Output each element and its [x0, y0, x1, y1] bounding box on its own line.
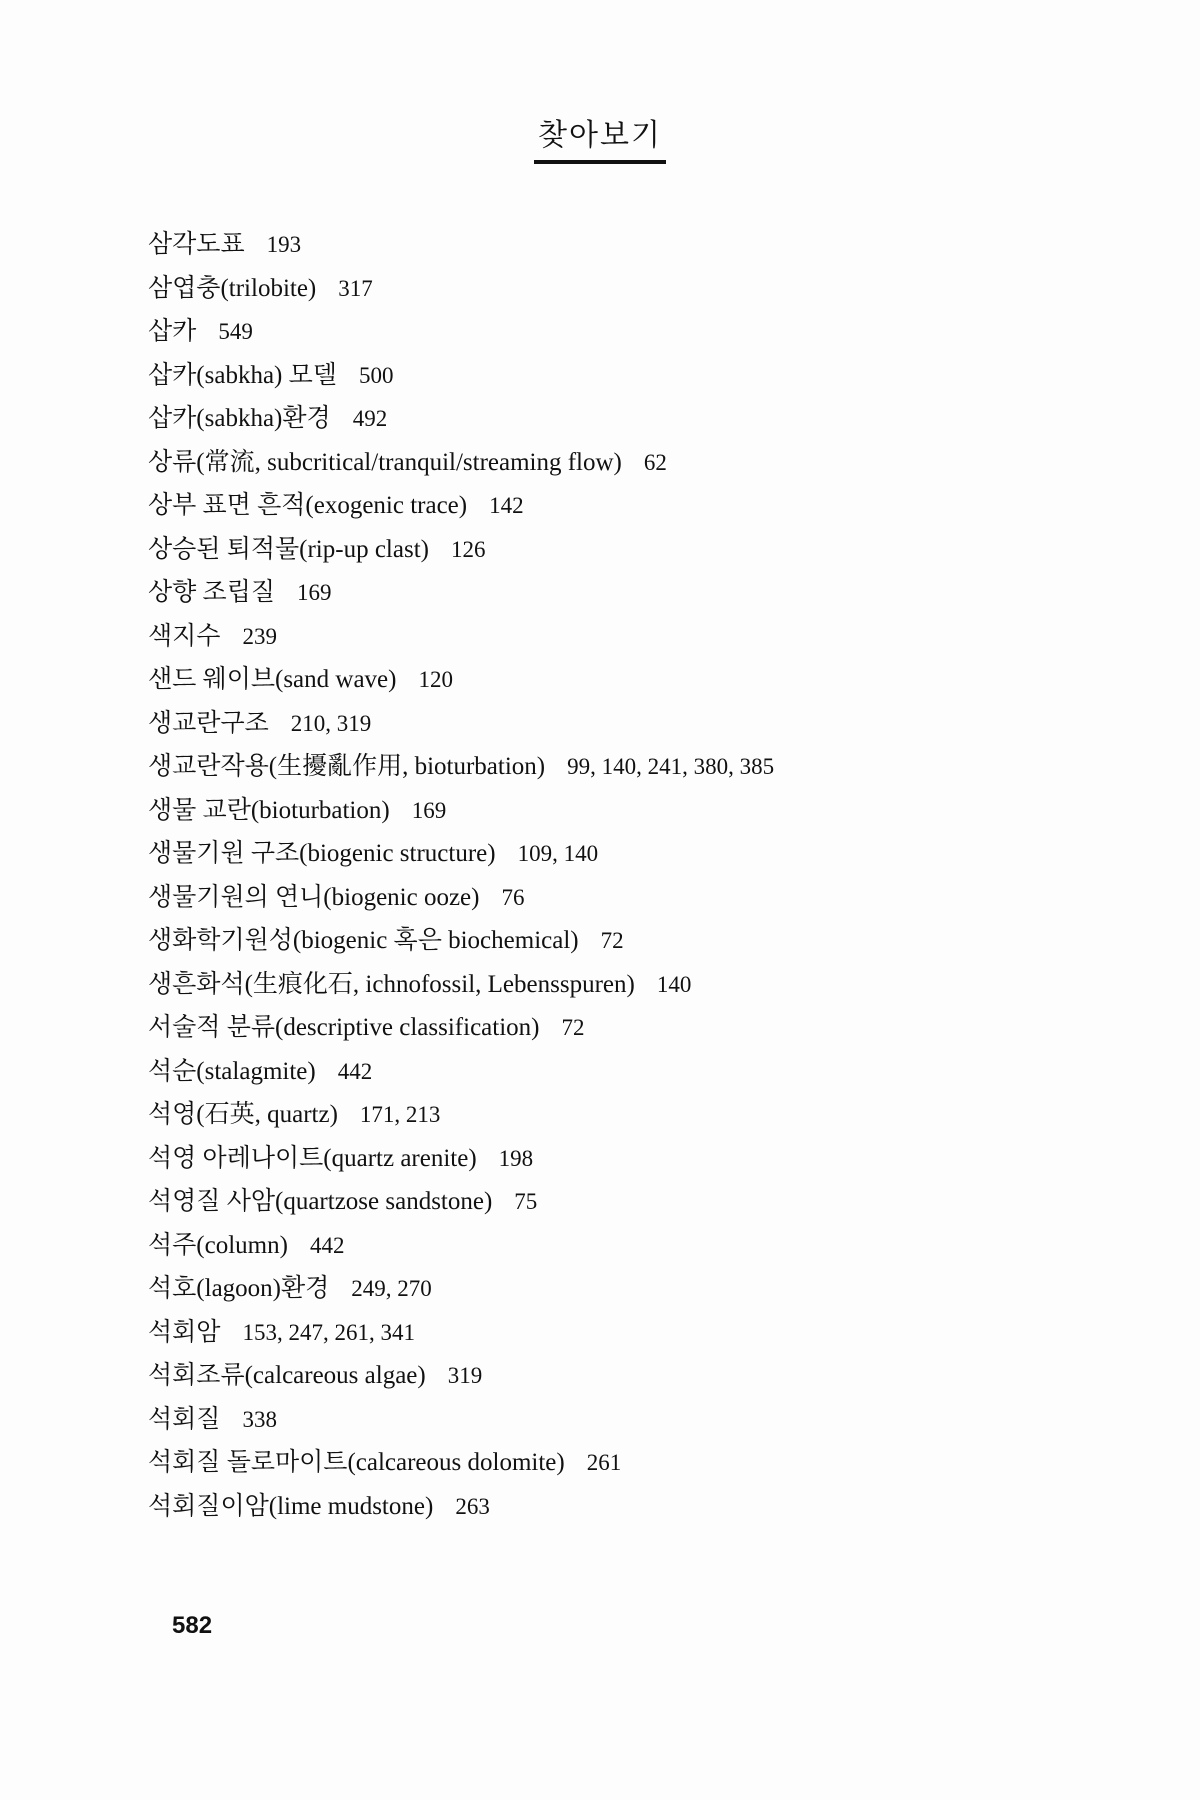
entry-term: 삽카(sabkha) 모델	[148, 361, 337, 389]
index-entry	[148, 353, 1148, 397]
index-entry	[148, 1353, 1148, 1397]
index-entry	[148, 1179, 1148, 1223]
entry-pages: 171, 213	[359, 1102, 441, 1127]
index-entry	[148, 1266, 1148, 1310]
entry-pages: 140	[656, 971, 692, 997]
entry-term: 삼엽충(trilobite)	[148, 274, 317, 302]
entry-term: 생흔화석(生痕化石, ichnofossil, Lebensspuren)	[148, 970, 635, 998]
entry-term: 삽카	[148, 318, 197, 345]
entry-term: 삼각도표	[148, 231, 245, 258]
entry-pages: 492	[352, 406, 388, 431]
entry-term: 석회질이암(lime mudstone)	[148, 1492, 434, 1520]
entry-pages: 169	[411, 797, 447, 823]
entry-pages: 99, 140, 241, 380, 385	[567, 754, 775, 779]
index-entry	[148, 309, 1148, 353]
entry-pages: 62	[643, 449, 667, 475]
entry-pages: 239	[242, 623, 277, 649]
entry-term: 상류(常流, subcritical/tranquil/streaming flow)	[148, 448, 622, 476]
entry-term: 생교란구조	[148, 709, 269, 737]
index-entry	[148, 1136, 1148, 1180]
entry-term: 생화학기원성(biogenic 혹은 biochemical)	[148, 927, 579, 954]
index-entry	[148, 527, 1148, 571]
entry-term: 석회질	[148, 1405, 221, 1433]
entry-pages: 72	[600, 928, 624, 953]
entry-pages: 76	[501, 884, 525, 910]
index-entry	[148, 1440, 1148, 1484]
index-entry	[148, 875, 1148, 919]
entry-pages: 198	[498, 1145, 534, 1171]
entry-term: 삽카(sabkha)환경	[148, 405, 331, 432]
index-title: 찾아보기	[534, 118, 666, 164]
entry-pages: 72	[561, 1015, 585, 1040]
entry-pages: 75	[514, 1189, 538, 1214]
index-entry	[148, 396, 1148, 440]
entry-pages: 109, 140	[517, 841, 599, 866]
entry-pages: 338	[242, 1406, 277, 1432]
index-entry	[148, 788, 1148, 832]
index-entry	[148, 1005, 1148, 1049]
entry-term: 석영(石英, quartz)	[148, 1101, 338, 1128]
entry-term: 석회조류(calcareous algae)	[148, 1362, 426, 1389]
entry-pages: 263	[455, 1493, 490, 1519]
index-entry	[148, 570, 1148, 614]
page-number: 582	[172, 1612, 213, 1639]
index-entry	[148, 962, 1148, 1006]
index-entry	[148, 831, 1148, 875]
entry-term: 생물 교란(bioturbation)	[148, 796, 390, 824]
entry-pages: 500	[358, 362, 394, 388]
index-entry	[148, 1484, 1148, 1528]
entry-pages: 261	[586, 1450, 622, 1475]
entry-term: 석주(column)	[148, 1231, 288, 1259]
entry-pages: 442	[337, 1058, 373, 1084]
entry-term: 상승된 퇴적물(rip-up clast)	[148, 535, 429, 563]
entry-pages: 120	[418, 667, 453, 692]
index-entry	[148, 1223, 1148, 1267]
page-header	[0, 118, 1200, 164]
index-entry	[148, 1049, 1148, 1093]
index-entry	[148, 918, 1148, 962]
index-entry	[148, 1397, 1148, 1441]
entry-term: 석호(lagoon)환경	[148, 1275, 330, 1302]
entry-pages: 317	[338, 275, 373, 301]
index-entry	[148, 701, 1148, 745]
index-entry	[148, 222, 1148, 266]
index-entry-list	[148, 222, 1148, 1527]
entry-pages: 249, 270	[351, 1276, 432, 1301]
entry-pages: 193	[266, 232, 302, 257]
entry-term: 석순(stalagmite)	[148, 1057, 316, 1085]
entry-term: 샌드 웨이브(sand wave)	[148, 666, 397, 693]
index-entry	[148, 266, 1148, 310]
entry-term: 서술적 분류(descriptive classification)	[148, 1014, 540, 1041]
entry-pages: 153, 247, 261, 341	[242, 1319, 415, 1345]
entry-term: 생물기원 구조(biogenic structure)	[148, 840, 496, 867]
entry-pages: 319	[447, 1363, 483, 1388]
entry-pages: 169	[297, 580, 332, 605]
entry-pages: 142	[489, 493, 524, 518]
index-entry	[148, 483, 1148, 527]
index-entry	[148, 1092, 1148, 1136]
entry-term: 생물기원의 연니(biogenic ooze)	[148, 883, 480, 911]
entry-term: 석회질 돌로마이트(calcareous dolomite)	[148, 1449, 565, 1476]
index-entry	[148, 744, 1148, 788]
entry-pages: 442	[309, 1232, 345, 1258]
index-entry	[148, 657, 1148, 701]
entry-pages: 126	[450, 536, 486, 562]
entry-term: 색지수	[148, 622, 221, 650]
entry-pages: 549	[218, 319, 253, 344]
index-entry	[148, 614, 1148, 658]
entry-term: 석영 아레나이트(quartz arenite)	[148, 1144, 477, 1172]
entry-term: 생교란작용(生擾亂作用, bioturbation)	[148, 753, 546, 780]
index-entry	[148, 1310, 1148, 1354]
entry-term: 상부 표면 흔적(exogenic trace)	[148, 492, 468, 519]
entry-term: 상향 조립질	[148, 579, 276, 606]
index-entry	[148, 440, 1148, 484]
entry-term: 석영질 사암(quartzose sandstone)	[148, 1188, 493, 1215]
entry-term: 석회암	[148, 1318, 221, 1346]
entry-pages: 210, 319	[290, 710, 372, 736]
